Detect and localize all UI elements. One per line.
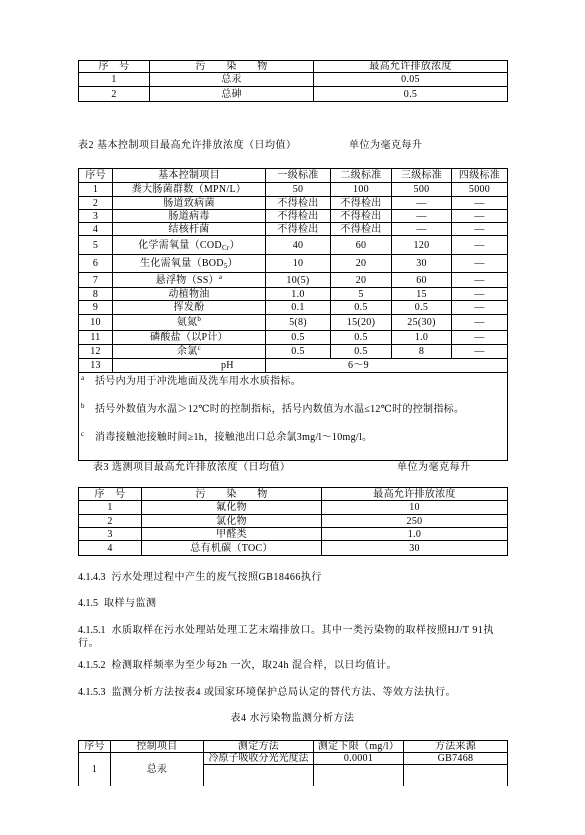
footnote-ref: a [218,272,223,281]
table-row [79,501,508,515]
cell-no: 11 [79,331,113,345]
item-label-end: ） [229,239,240,251]
cell-grade4: — [452,223,508,236]
section-text: 检测取样频率为至少每2h 一次，取24h 混合样，以日均值计。 [111,660,397,671]
cell-grade2: 不得检出 [331,223,392,236]
cell-no: 1 [79,183,113,197]
cell-grade1: 0.5 [266,331,331,345]
cell-grade1: 40 [266,236,331,255]
cell-item: 肠道致病菌 [113,197,266,210]
cell-item: 动植物油 [113,288,266,301]
cell-grade3: 1.0 [392,331,452,345]
cell-no: 13 [79,359,113,373]
header-grade3: 三级标准 [392,169,452,183]
section-number: 4.1.5 [78,598,98,609]
cell-grade3: — [392,210,452,223]
table-row [79,210,508,223]
cell-grade2: 0.5 [331,331,392,345]
cell-grade3: 25(30) [392,315,452,331]
item-subscript: 5 [223,262,228,270]
cell-item [113,315,266,331]
cell-grade2: 不得检出 [331,197,392,210]
cell-limit: 1.0 [322,528,508,541]
cell-item [113,345,266,359]
cell-pollutant: 总有机碳（TOC） [142,541,322,556]
table-row [79,255,508,273]
cell-no: 8 [79,288,113,301]
cell-grade3: 500 [392,183,452,197]
section-4-1-5-2 [78,659,500,672]
cell-no: 9 [79,301,113,315]
cell-all-grades: 6～9 [266,359,508,373]
cell-detection-limit: 0.0001 [314,753,404,765]
section-4-1-4-3 [78,571,500,584]
section-text: 监测分析方法按表4 或国家环境保护总局认定的替代方法、等效方法执行。 [111,687,456,698]
cell-method [204,765,314,786]
footnote-text: 括号外数值为水温＞12℃时的控制指标，括号内数值为水温≤12℃时的控制指标。 [95,404,465,415]
table-header-row [79,488,508,501]
cell-grade3: 15 [392,288,452,301]
cell-grade3: 0.5 [392,301,452,315]
section-text: 污水处理过程中产生的废气按照GB18466执行 [111,572,322,583]
table-row [79,541,508,556]
footnote-ref: b [197,315,202,323]
footnote-text: 消毒接触池接触时间≥1h，接触池出口总余氯3mg/l～10mg/l。 [95,432,373,443]
table-row [79,197,508,210]
table-row [79,301,508,315]
cell-pollutant: 甲醛类 [142,528,322,541]
item-label-end: ） [227,258,238,269]
cell-no: 1 [79,753,111,786]
cell-grade4: — [452,345,508,359]
optional-items-table [78,487,508,556]
cell-grade4: — [452,273,508,288]
cell-grade4: — [452,331,508,345]
table-row [79,87,508,102]
cell-limit: 0.05 [314,73,508,87]
header-no: 序号 [79,169,113,183]
table-row [79,753,508,765]
section-4-1-5 [78,597,500,610]
cell-item: pH [113,359,266,373]
cell-grade4: — [452,301,508,315]
cell-grade4: — [452,210,508,223]
section-number: 4.1.5.3 [78,687,106,698]
cell-pollutant: 总砷 [150,87,314,102]
table3-unit: 单位为毫克每升 [397,462,471,473]
cell-grade4: 5000 [452,183,508,197]
pollutant-limit-table-continued [78,60,508,102]
header-grade2: 二级标准 [331,169,392,183]
cell-grade2: 0.5 [331,301,392,315]
cell-grade4: — [452,236,508,255]
cell-grade1: 0.5 [266,345,331,359]
header-detection-limit: 测定下限（mg/l） [314,741,404,753]
table2-caption: 表2 基本控制项目最高允许排放浓度（日均值） [78,140,297,151]
table-row [79,236,508,255]
cell-no: 3 [79,528,142,541]
header-limit: 最高允许排放浓度 [314,61,508,73]
footnote-b: b 括号外数值为水温＞12℃时的控制指标，括号内数值为水温≤12℃时的控制指标。 [81,402,465,415]
table-row [79,359,508,373]
cell-grade1: 0.1 [266,301,331,315]
cell-item: 粪大肠菌群数（MPN/L） [113,183,266,197]
cell-grade3: 120 [392,236,452,255]
footnote-text: 括号内为用于冲洗地面及洗车用水水质指标。 [95,376,301,387]
footnote-ref: c [197,344,202,352]
cell-pollutant: 氯化物 [142,515,322,528]
cell-grade1: 不得检出 [266,197,331,210]
item-label: 悬浮物（SS） [155,274,219,286]
header-pollutant: 污 染 物 [142,488,322,501]
cell-grade4: — [452,197,508,210]
cell-grade3: — [392,223,452,236]
monitoring-methods-table [78,740,508,786]
cell-item [113,255,266,273]
table4-caption: 表4 水污染物监测分析方法 [230,713,355,724]
footnote-c: c 消毒接触池接触时间≥1h，接触池出口总余氯3mg/l～10mg/l。 [81,430,373,443]
section-number: 4.1.4.3 [78,572,106,583]
cell-no: 3 [79,210,113,223]
cell-item: 结核杆菌 [113,223,266,236]
cell-grade3: 8 [392,345,452,359]
table-row [79,528,508,541]
section-4-1-5-3 [78,686,500,699]
header-grade4: 四级标准 [452,169,508,183]
header-no: 序 号 [79,61,150,73]
cell-grade2: 20 [331,255,392,273]
cell-no: 12 [79,345,113,359]
cell-item: 肠道病毒 [113,210,266,223]
item-label: 化学需氧量（COD [138,239,222,251]
cell-item [113,273,266,288]
cell-grade2: 5 [331,288,392,301]
footnote-a: a 括号内为用于冲洗地面及洗车用水水质指标。 [81,374,301,387]
header-limit: 最高允许排放浓度 [322,488,508,501]
cell-detection-limit [314,765,404,786]
basic-control-items-table [78,168,508,461]
cell-grade4: — [452,288,508,301]
cell-grade3: 60 [392,273,452,288]
header-grade1: 一级标准 [266,169,331,183]
cell-grade2: 不得检出 [331,210,392,223]
item-subscript: Cr [221,243,230,252]
item-label: 余氯 [176,346,198,357]
cell-no: 4 [79,223,113,236]
cell-method: 冷原子吸收分光光度法 [204,753,314,765]
cell-grade1: 10 [266,255,331,273]
cell-grade2: 0.5 [331,345,392,359]
cell-grade2: 15(20) [331,315,392,331]
table-row [79,315,508,331]
cell-no: 2 [79,515,142,528]
cell-limit: 0.5 [314,87,508,102]
table-row [79,73,508,87]
cell-method-source: GB7468 [404,753,508,765]
cell-item: 挥发酚 [113,301,266,315]
footnotes-cell [79,373,508,461]
cell-no: 7 [79,273,113,288]
cell-no: 4 [79,541,142,556]
cell-grade2: 60 [331,236,392,255]
cell-grade1: 不得检出 [266,210,331,223]
footnotes-row [79,373,508,461]
cell-grade3: — [392,197,452,210]
cell-no: 2 [79,197,113,210]
cell-grade2: 20 [331,273,392,288]
cell-grade2: 100 [331,183,392,197]
cell-grade1: 不得检出 [266,223,331,236]
header-method-source: 方法来源 [404,741,508,753]
section-heading: 取样与监测 [104,598,157,609]
table-row [79,331,508,345]
table-header-row [79,169,508,183]
cell-item [113,236,266,255]
cell-no: 5 [79,236,113,255]
table-row [79,223,508,236]
section-number: 4.1.5.1 [78,625,106,636]
header-no: 序号 [79,741,111,753]
item-label: 生化需氧量（BOD [140,258,224,269]
cell-grade1: 50 [266,183,331,197]
cell-pollutant: 总汞 [150,73,314,87]
cell-pollutant: 氟化物 [142,501,322,515]
table3-caption: 表3 选测项目最高允许排放浓度（日均值） [93,462,291,473]
item-label: 氨氮 [176,317,198,328]
header-item: 基本控制项目 [113,169,266,183]
header-pollutant: 污 染 物 [150,61,314,73]
table-row [79,515,508,528]
cell-grade3: 30 [392,255,452,273]
section-4-1-5-1 [78,624,500,650]
header-item: 控制项目 [111,741,204,753]
section-number: 4.1.5.2 [78,660,106,671]
cell-method-source [404,765,508,786]
section-text: 水质取样在污水处理站处理工艺末端排放口。其中一类污染物的取样按照HJ/T 91执行。 [78,625,494,649]
table-row [79,288,508,301]
table-header-row [79,741,508,753]
cell-grade4: — [452,255,508,273]
header-no: 序 号 [79,488,142,501]
cell-grade1: 5(8) [266,315,331,331]
cell-limit: 10 [322,501,508,515]
header-method: 测定方法 [204,741,314,753]
cell-no: 6 [79,255,113,273]
cell-item: 磷酸盐（以P计） [113,331,266,345]
cell-limit: 250 [322,515,508,528]
table-row [79,183,508,197]
cell-item: 总汞 [111,753,204,786]
table-row [79,273,508,288]
cell-no: 10 [79,315,113,331]
cell-limit: 30 [322,541,508,556]
table2-unit: 单位为毫克每升 [349,140,423,151]
cell-grade4: — [452,315,508,331]
table-header-row [79,61,508,73]
cell-no: 1 [79,73,150,87]
cell-no: 1 [79,501,142,515]
cell-grade1: 10(5) [266,273,331,288]
table-row [79,345,508,359]
cell-grade1: 1.0 [266,288,331,301]
cell-no: 2 [79,87,150,102]
